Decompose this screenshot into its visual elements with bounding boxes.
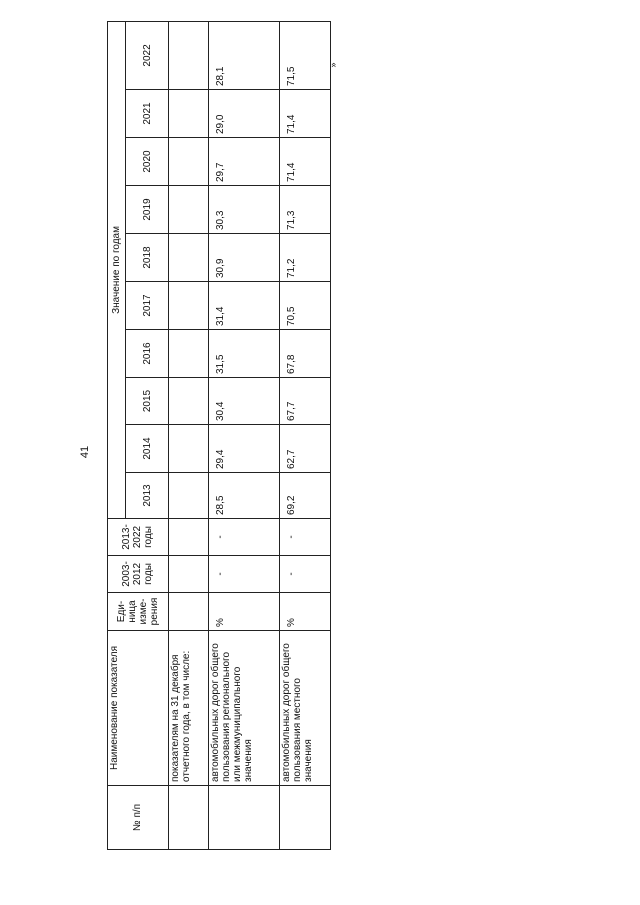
row-value bbox=[168, 425, 209, 473]
year-header: 2021 bbox=[126, 90, 169, 138]
row-value-2013-2022 bbox=[168, 519, 209, 556]
row-value bbox=[168, 330, 209, 378]
row-unit: % bbox=[280, 593, 331, 631]
year-header: 2013 bbox=[126, 473, 169, 519]
year-header: 2015 bbox=[126, 378, 169, 425]
row-value: 30,9 bbox=[209, 234, 280, 282]
header-row-1 bbox=[108, 21, 126, 849]
row-value bbox=[168, 186, 209, 234]
row-value-2003-2012: - bbox=[280, 556, 331, 593]
col-header-2013-2022: 2013-2022 годы bbox=[108, 519, 169, 556]
row-value: 67,7 bbox=[280, 378, 331, 425]
row-value: 30,3 bbox=[209, 186, 280, 234]
col-header-2003-2012: 2003-2012 годы bbox=[108, 556, 169, 593]
row-value bbox=[168, 378, 209, 425]
row-value: 69,2 bbox=[280, 473, 331, 519]
row-value-2013-2022: - bbox=[209, 519, 280, 556]
row-value: 71,2 bbox=[280, 234, 331, 282]
row-value bbox=[168, 21, 209, 89]
indicator-table bbox=[107, 21, 331, 850]
col-header-name: Наименование показателя bbox=[108, 631, 169, 786]
stray-mark: » bbox=[328, 62, 338, 68]
row-value: 71,5 bbox=[280, 21, 331, 89]
row-value: 71,3 bbox=[280, 186, 331, 234]
row-value: 62,7 bbox=[280, 425, 331, 473]
row-unit: % bbox=[209, 593, 280, 631]
row-value bbox=[168, 90, 209, 138]
row-num bbox=[209, 786, 280, 850]
col-header-values-by-year: Значение по годам bbox=[108, 21, 126, 518]
row-value-2013-2022: - bbox=[280, 519, 331, 556]
page-number: 41 bbox=[79, 445, 91, 459]
row-num bbox=[168, 786, 209, 850]
row-value: 31,4 bbox=[209, 282, 280, 330]
row-value: 71,4 bbox=[280, 138, 331, 186]
row-unit bbox=[168, 593, 209, 631]
row-value bbox=[168, 234, 209, 282]
year-header: 2014 bbox=[126, 425, 169, 473]
year-header: 2017 bbox=[126, 282, 169, 330]
table-row bbox=[280, 21, 331, 849]
table-row bbox=[168, 21, 209, 849]
row-name: показателям на 31 декабря отчетного года, в том числе: bbox=[168, 631, 209, 786]
row-value: 29,0 bbox=[209, 90, 280, 138]
row-num bbox=[280, 786, 331, 850]
row-value: 29,7 bbox=[209, 138, 280, 186]
row-value: 28,1 bbox=[209, 21, 280, 89]
year-header: 2020 bbox=[126, 138, 169, 186]
table-row bbox=[209, 21, 280, 849]
row-value: 31,5 bbox=[209, 330, 280, 378]
year-header: 2018 bbox=[126, 234, 169, 282]
row-value bbox=[168, 473, 209, 519]
row-name: автомобильных дорог общего пользования местного значения bbox=[280, 631, 331, 786]
row-value bbox=[168, 138, 209, 186]
rotated-table-wrapper bbox=[107, 44, 331, 850]
year-header: 2019 bbox=[126, 186, 169, 234]
row-value: 67,8 bbox=[280, 330, 331, 378]
row-value: 70,5 bbox=[280, 282, 331, 330]
col-header-num: № п/п bbox=[108, 786, 169, 850]
row-value-2003-2012: - bbox=[209, 556, 280, 593]
row-value: 28,5 bbox=[209, 473, 280, 519]
row-name: автомобильных дорог общего пользования регионального или межмуниципального значения bbox=[209, 631, 280, 786]
year-header: 2016 bbox=[126, 330, 169, 378]
row-value bbox=[168, 282, 209, 330]
row-value: 71,4 bbox=[280, 90, 331, 138]
row-value: 30,4 bbox=[209, 378, 280, 425]
year-header: 2022 bbox=[126, 21, 169, 89]
col-header-unit: Еди-ница изме-рения bbox=[108, 593, 169, 631]
row-value-2003-2012 bbox=[168, 556, 209, 593]
row-value: 29,4 bbox=[209, 425, 280, 473]
